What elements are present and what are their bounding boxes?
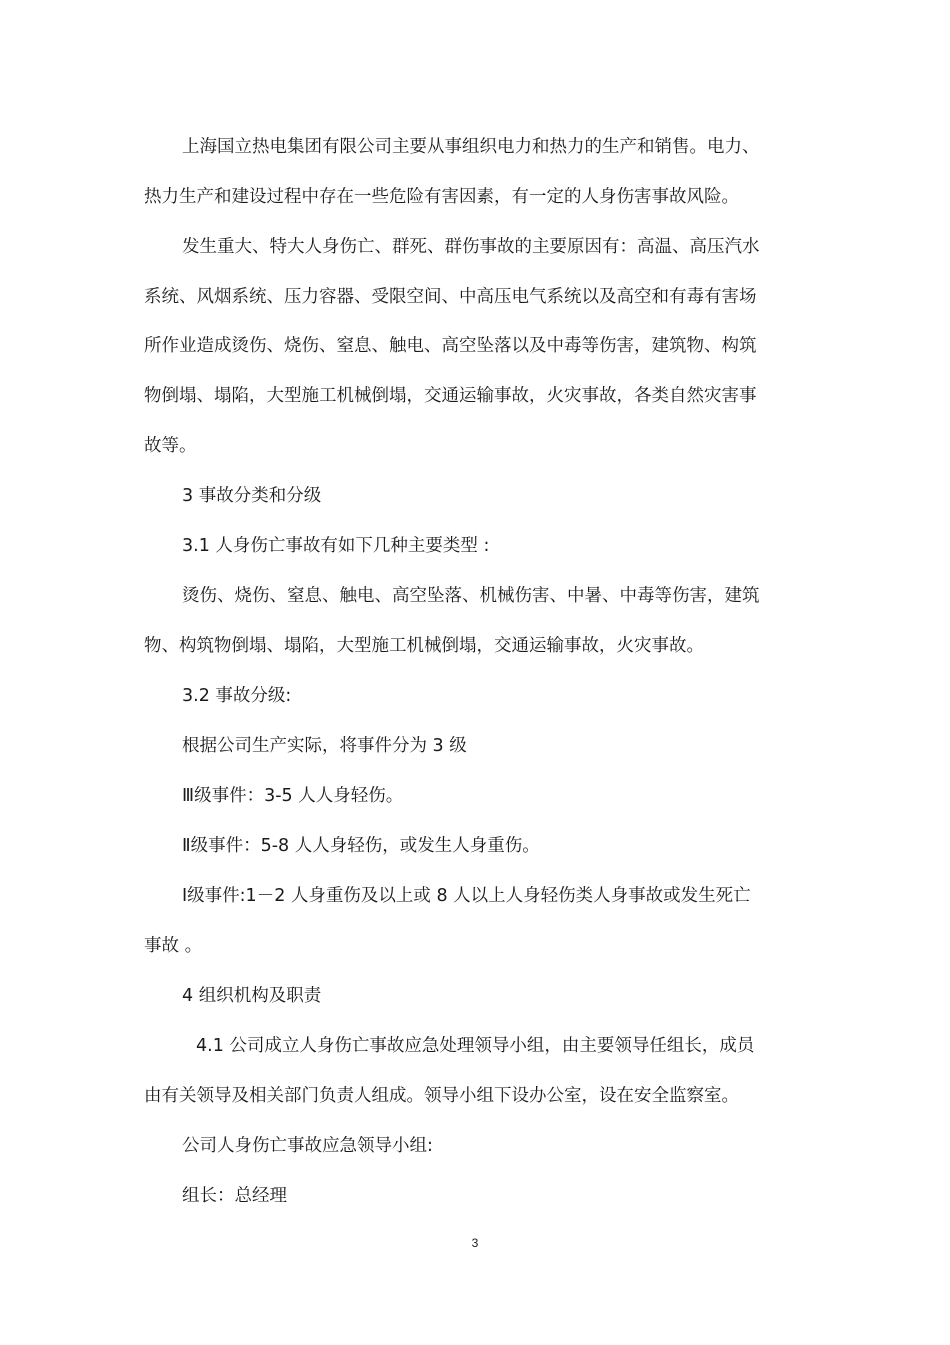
- section-heading: 4 组织机构及职责: [182, 986, 322, 1006]
- text-line: 由有关领导及相关部门负责人组成。领导小组下设办公室，设在安全监察室。: [144, 1086, 739, 1106]
- text-line: 上海国立热电集团有限公司主要从事组织电力和热力的生产和销售。电力、: [182, 137, 760, 157]
- page-number: 3: [471, 1236, 479, 1250]
- subsection-heading: 4.1 公司成立人身伤亡事故应急处理领导小组，由主要领导任组长，成员: [196, 1036, 755, 1056]
- text-line: 事故 。: [144, 936, 203, 956]
- section-heading: 3 事故分类和分级: [182, 486, 322, 506]
- text-line: 公司人身伤亡事故应急领导小组:: [182, 1136, 433, 1156]
- text-line: 物倒塌、塌陷，大型施工机械倒塌，交通运输事故，火灾事故，各类自然灾害事: [144, 386, 757, 406]
- text-line: 组长：总经理: [182, 1186, 287, 1206]
- subsection-heading: 3.1 人身伤亡事故有如下几种主要类型 :: [182, 536, 490, 556]
- text-line: Ⅰ级事件:1－2 人身重伤及以上或 8 人以上人身轻伤类人身事故或发生死亡: [182, 886, 751, 906]
- text-line: 根据公司生产实际，将事件分为 3 级: [182, 736, 467, 756]
- text-line: 发生重大、特大人身伤亡、群死、群伤事故的主要原因有：高温、高压汽水: [182, 237, 760, 257]
- text-line: 热力生产和建设过程中存在一些危险有害因素，有一定的人身伤害事故风险。: [144, 187, 739, 207]
- subsection-heading: 3.2 事故分级:: [182, 686, 292, 706]
- text-line: Ⅲ级事件：3-5 人人身轻伤。: [182, 786, 404, 806]
- text-line: Ⅱ级事件：5-8 人人身轻伤，或发生人身重伤。: [182, 836, 540, 856]
- text-line: 物、构筑物倒塌、塌陷，大型施工机械倒塌，交通运输事故，火灾事故。: [144, 636, 704, 656]
- text-line: 所作业造成烫伤、烧伤、窒息、触电、高空坠落以及中毒等伤害，建筑物、构筑: [144, 336, 757, 356]
- text-line: 系统、风烟系统、压力容器、受限空间、中高压电气系统以及高空和有毒有害场: [144, 287, 757, 307]
- text-line: 故等。: [144, 436, 197, 456]
- text-line: 烫伤、烧伤、窒息、触电、高空坠落、机械伤害、中暑、中毒等伤害，建筑: [182, 586, 760, 606]
